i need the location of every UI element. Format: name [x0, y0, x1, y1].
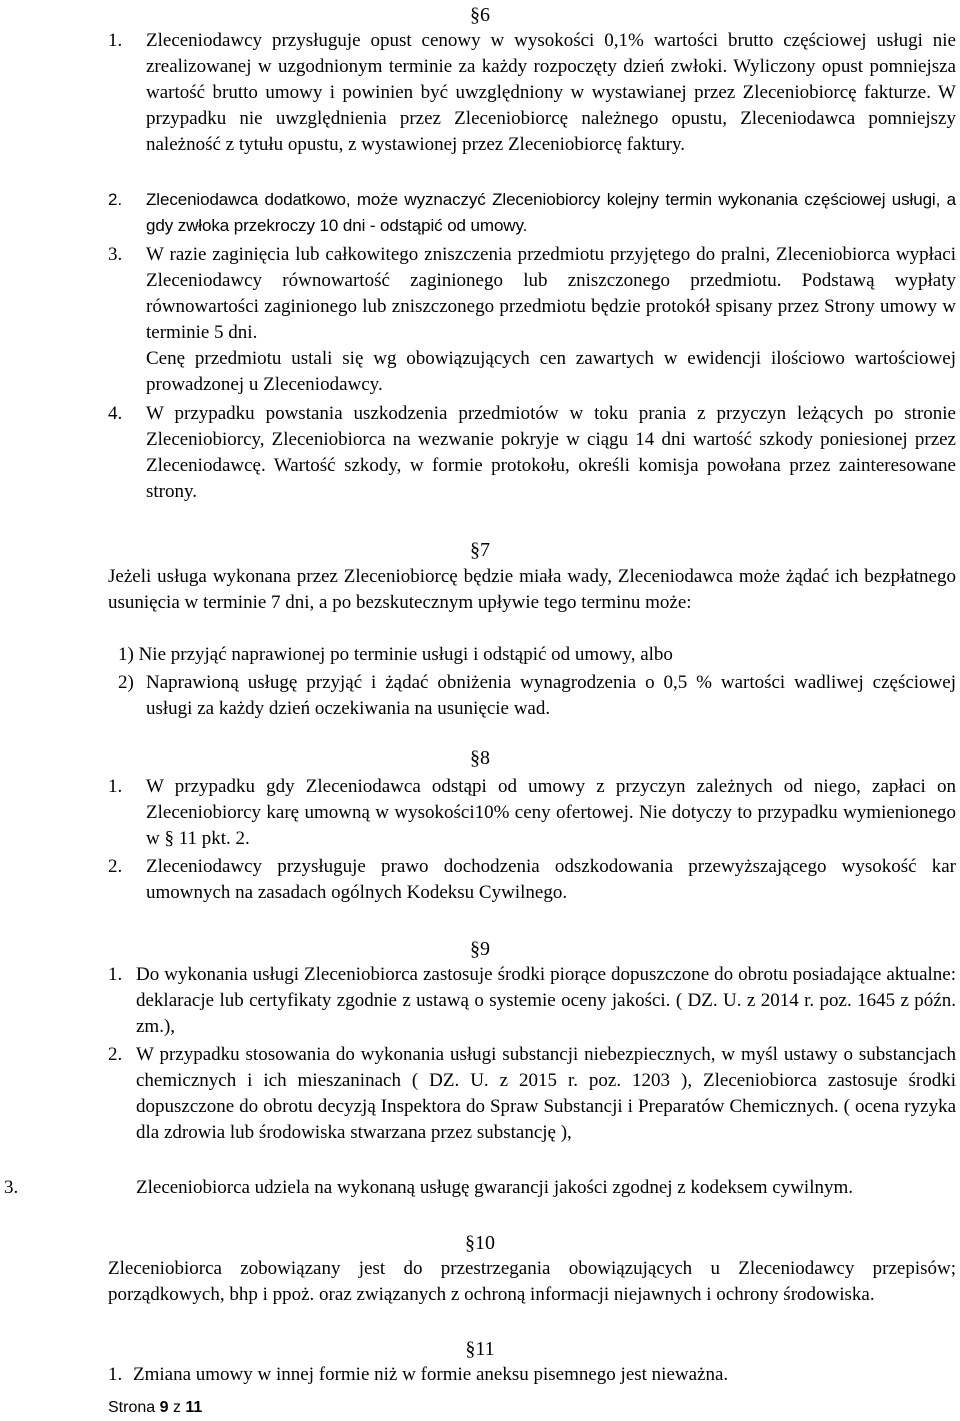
item-number: 2. [108, 190, 122, 209]
paragraph-7-item-2: Naprawioną usługę przyjąć i żądać obniżenia wynagrodzenia o 0,5 % wartości wadliwej częściowej usługi za każdy dzień oczekiwania na usunięcie wad. [146, 672, 956, 719]
paragraph-6-1 [146, 28, 956, 158]
paragraph-9-2: W przypadku stosowania do wykonania usługi substancji niebezpiecznych, w myśl ustawy o substancjach chemicznych i ich mieszaninach ( DZ. U. z 2015 r. poz. 1203 ), Zleceniobiorca zastosuje środki dopuszczone do obrotu decyzją Inspektora do Spraw Substancji i Preparatów Chemicznych. ( ocena ryzyka dla zdrowia lub środowiska stwarzana przez substancję ), [136, 1044, 956, 1143]
paragraph-6-2: Zleceniodawca dodatkowo, może wyznaczyć Zleceniobiorcy kolejny termin wykonania częściowej usługi, a gdy zwłoka przekroczy 10 dni - odstąpić od umowy. [146, 190, 956, 235]
item-number: 2. [108, 856, 123, 877]
item-number: 3. [4, 1177, 19, 1198]
paragraph-7-item-1: 1) Nie przyjąć naprawionej po terminie usługi i odstąpić od umowy, albo [118, 644, 673, 665]
item-number: 2. [108, 1044, 123, 1065]
paragraph-9-3: Zleceniobiorca udziela na wykonaną usługę gwarancji jakości zgodnej z kodeksem cywilnym. [136, 1177, 853, 1198]
section-heading-11: §11 [465, 1338, 495, 1360]
paragraph-6-3b: Cenę przedmiotu ustali się wg obowiązujących cen zawartych w ewidencji ilościowo wartościowej prowadzonej u Zleceniodawcy. [146, 348, 956, 395]
paragraph-9-1: Do wykonania usługi Zleceniobiorca zastosuje środki piorące dopuszczone do obrotu posiadające aktualne: deklaracje lub certyfikaty zgodnie z ustawą o systemie oceny jakości. ( DZ. U. z 2014 r. poz. 1645 z późn. zm.), [136, 964, 956, 1037]
page-footer [108, 1398, 202, 1418]
item-number: 2) [118, 672, 134, 693]
footer-page-number: 9 [159, 1399, 169, 1416]
item-number: 1. [108, 964, 123, 985]
paragraph-8-1: W przypadku gdy Zleceniodawca odstąpi od umowy z przyczyn zależnych od niego, zapłaci on Zleceniobiorcy karę umowną w wysokości10% ceny ofertowej. Nie dotyczy to przypadku wymienionego w § 11 pkt. 2. [146, 776, 956, 849]
paragraph-11-1: Zmiana umowy w innej formie niż w formie aneksu pisemnego jest nieważna. [133, 1364, 729, 1385]
footer-label: Strona [108, 1399, 156, 1416]
paragraph-6-3: W razie zaginięcia lub całkowitego zniszczenia przedmiotu przyjętego do pralni, Zleceniobiorca wypłaci Zleceniodawcy równowartość zaginionego lub zniszczonego przedmiotu. Podstawą wypłaty równowartości zaginionego lub zniszczonego przedmiotu będzie protokół spisany przez Strony umowy w terminie 5 dni. [146, 244, 956, 343]
paragraph-10: Zleceniobiorca zobowiązany jest do przestrzegania obowiązujących u Zleceniodawcy przepisów; porządkowych, bhp i ppoż. oraz związanych z ochroną informacji niejawnych i ochrony środowiska. [108, 1258, 956, 1305]
item-number: 1. [108, 30, 123, 51]
section-heading-8: §8 [470, 747, 490, 769]
section-heading-7: §7 [470, 539, 490, 561]
item-number: 4. [108, 403, 123, 424]
section-heading-9: §9 [470, 938, 490, 960]
paragraph-6-4: W przypadku powstania uszkodzenia przedmiotów w toku prania z przyczyn leżących po stronie Zleceniobiorcy, Zleceniobiorca na wezwanie pokryje w ciągu 14 dni wartość szkody poniesionej przez Zleceniodawcę. Wartość szkody, w formie protokołu, określi komisja powołana przez zainteresowane strony. [146, 403, 956, 502]
footer-total-pages: 11 [185, 1399, 203, 1416]
footer-of: z [172, 1399, 181, 1416]
item-number: 3. [108, 244, 123, 265]
paragraph-7-intro: Jeżeli usługa wykonana przez Zleceniobiorcę będzie miała wady, Zleceniodawca może żądać ich bezpłatnego usunięcia w terminie 7 dni, a po bezskutecznym upływie tego terminu może: [108, 566, 956, 613]
item-number: 1. [108, 1364, 123, 1385]
item-number: 1. [108, 776, 123, 797]
section-heading-6: §6 [470, 4, 490, 26]
paragraph-text: Zleceniodawcy przysługuje opust cenowy w wysokości 0,1% wartości brutto częściowej usługi nie zrealizowanej w uzgodnionym terminie za każdy rozpoczęty dzień zwłoki. Wyliczony opust pomniejsza wartość brutto umowy i powinien być uwzględniony w wystawianej przez Zleceniobiorcę fakturze. W przypadku nie uwzględnienia przez Zleceniobiorcę należnego opustu, Zleceniodawca pomniejszy należność z tytułu opustu, z wystawionej przez Zleceniobiorcę faktury. [146, 30, 956, 155]
paragraph-8-2: Zleceniodawcy przysługuje prawo dochodzenia odszkodowania przewyższającego wysokość kar umownych na zasadach ogólnych Kodeksu Cywilnego. [146, 856, 956, 903]
section-heading-10: §10 [465, 1232, 495, 1254]
